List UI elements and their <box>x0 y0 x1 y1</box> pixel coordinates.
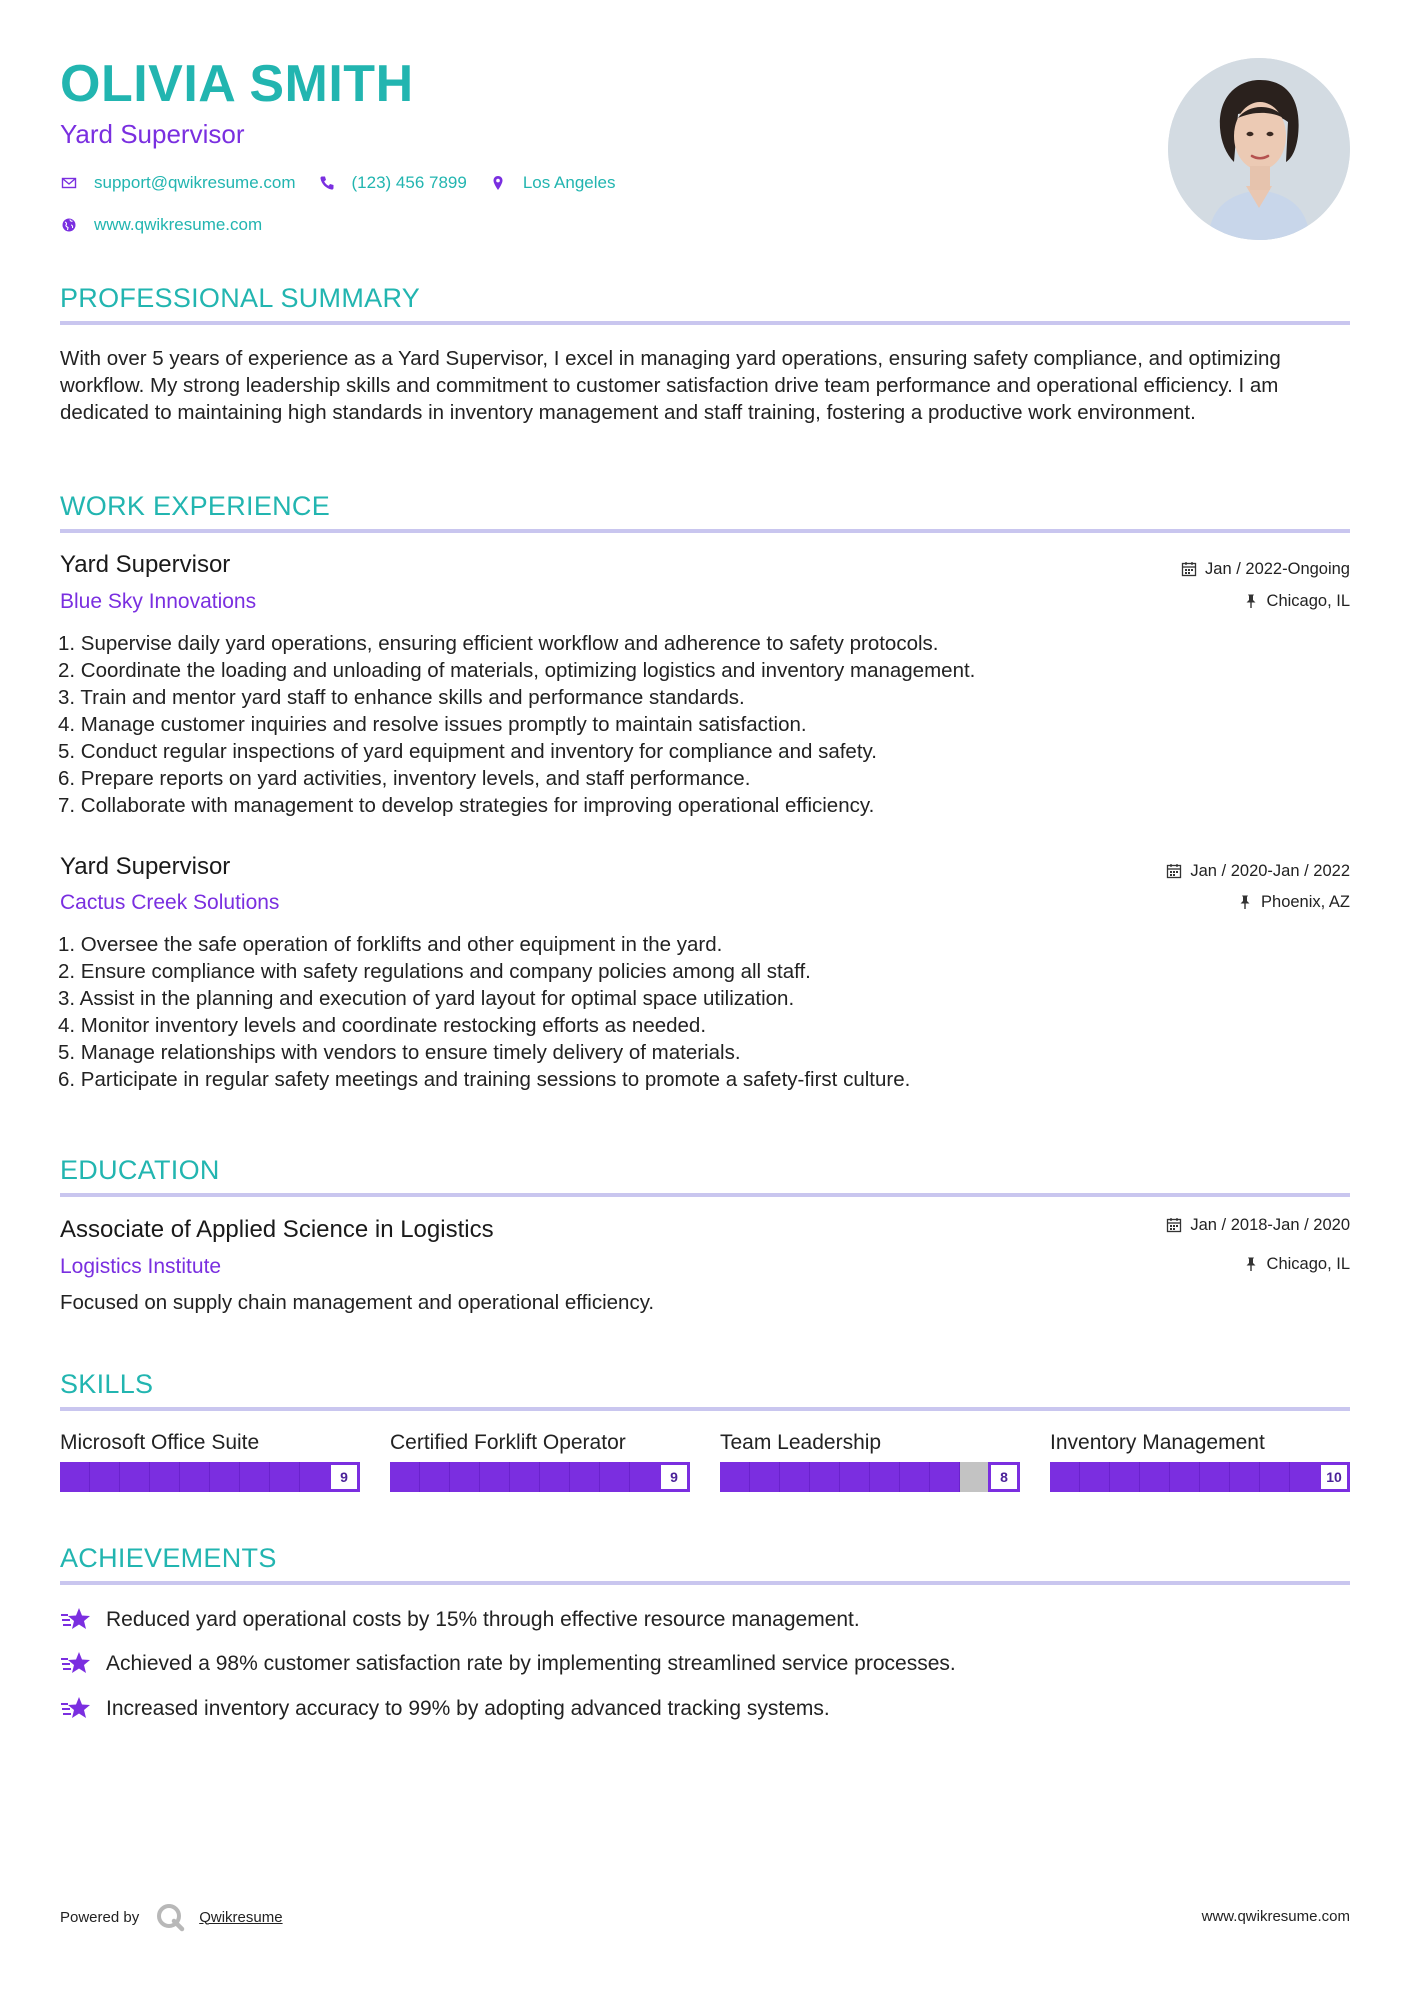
summary-text: With over 5 years of experience as a Yard Supervisor, I excel in managing yard operations, ensuring safety compliance, and optimizing workflow. My strong leadership skills and commitment to customer satisfaction drive team performance and operational efficiency. I am dedicated to maintaining high standards in inventory management and staff training, fostering a productive work environment. <box>60 347 1281 424</box>
skill-bar-segment-filled <box>150 1462 180 1492</box>
education-location-text: Chicago, IL <box>1266 1255 1350 1273</box>
skill-name: Certified Forklift Operator <box>390 1431 626 1454</box>
skill-bar-segment-filled <box>810 1462 840 1492</box>
website-text: www.qwikresume.com <box>94 215 263 234</box>
location-text: Los Angeles <box>522 173 616 192</box>
skill-bar-segment-filled <box>90 1462 120 1492</box>
job-location <box>1237 894 1350 911</box>
skill-bar-segment-filled <box>900 1462 930 1492</box>
skill-item <box>60 1432 360 1492</box>
job-title: Yard Supervisor <box>60 551 231 578</box>
skill-bar-segment-filled <box>120 1462 150 1492</box>
list-item: 1. Oversee the safe operation of forklifts and other equipment in the yard. <box>58 933 723 956</box>
skill-item <box>390 1432 690 1492</box>
skill-bar-segment-filled <box>750 1462 780 1492</box>
skill-bar-segment-filled <box>1140 1462 1170 1492</box>
shooting-star-icon <box>60 1694 92 1722</box>
job-company: Blue Sky Innovations <box>60 590 257 613</box>
education-school: Logistics Institute <box>60 1255 222 1278</box>
education-location <box>1243 1256 1350 1273</box>
contact-email[interactable] <box>60 173 296 193</box>
job-bullet-list <box>58 931 1308 1093</box>
job-location-text: Phoenix, AZ <box>1261 893 1350 911</box>
skill-bar-segment-filled <box>570 1462 600 1492</box>
skill-bar-segment-filled <box>1110 1462 1140 1492</box>
skill-level-value: 9 <box>658 1462 690 1492</box>
achievement-text: Reduced yard operational costs by 15% through effective resource management. <box>106 1607 860 1631</box>
phone-text: (123) 456 7899 <box>351 173 467 192</box>
list-item: 7. Collaborate with management to develop strategies for improving operational efficiency. <box>58 794 875 817</box>
section-divider <box>60 529 1350 533</box>
achievement-item <box>60 1694 830 1722</box>
section-divider <box>60 1407 1350 1411</box>
skill-bar-segment-filled <box>840 1462 870 1492</box>
skill-bar-segment-filled <box>510 1462 540 1492</box>
skill-bar-segment-filled <box>270 1462 300 1492</box>
skill-level-value: 9 <box>328 1462 360 1492</box>
skill-bar-segment-filled <box>870 1462 900 1492</box>
section-title-summary: PROFESSIONAL SUMMARY <box>60 283 421 313</box>
contact-row-secondary <box>60 215 284 235</box>
profile-photo <box>1168 58 1350 240</box>
email-text: support@qwikresume.com <box>94 173 296 192</box>
section-title-achievements: ACHIEVEMENTS <box>60 1543 277 1573</box>
achievement-item <box>60 1605 860 1633</box>
skill-level-bar <box>1050 1462 1350 1492</box>
skill-bar-segment-filled <box>240 1462 270 1492</box>
skill-bar-segment-filled <box>1230 1462 1260 1492</box>
shooting-star-icon <box>60 1649 92 1677</box>
skill-bar-segment-filled <box>1080 1462 1110 1492</box>
achievement-text: Achieved a 98% customer satisfaction rate by implementing streamlined service processes. <box>106 1651 956 1675</box>
list-item: 3. Assist in the planning and execution of yard layout for optimal space utilization. <box>58 987 795 1010</box>
education-dates <box>1166 1217 1350 1234</box>
section-divider <box>60 321 1350 325</box>
job-company: Cactus Creek Solutions <box>60 891 280 914</box>
skill-name: Team Leadership <box>720 1431 882 1454</box>
calendar-icon <box>1181 561 1197 577</box>
skill-bar-segment-filled <box>1260 1462 1290 1492</box>
list-item: 5. Manage relationships with vendors to ensure timely delivery of materials. <box>58 1041 741 1064</box>
job-dates-text: Jan / 2020-Jan / 2022 <box>1190 862 1350 880</box>
list-item: 3. Train and mentor yard staff to enhance skills and performance standards. <box>58 686 745 709</box>
skill-bar-segment-filled <box>420 1462 450 1492</box>
pushpin-icon <box>1243 593 1259 609</box>
powered-by-label: Powered by <box>60 1908 140 1926</box>
job-title: Yard Supervisor <box>60 853 231 880</box>
skill-item <box>720 1432 1020 1492</box>
phone-icon <box>318 174 336 192</box>
skill-bar-segment-filled <box>300 1462 330 1492</box>
job-dates-text: Jan / 2022-Ongoing <box>1205 560 1350 578</box>
pushpin-icon <box>1237 894 1253 910</box>
skill-bar-segment-empty <box>960 1462 990 1492</box>
skill-bar-segment-filled <box>1170 1462 1200 1492</box>
skill-bar-segment-filled <box>540 1462 570 1492</box>
footer-website[interactable]: www.qwikresume.com <box>1201 1908 1350 1925</box>
achievement-text: Increased inventory accuracy to 99% by adopting advanced tracking systems. <box>106 1696 830 1720</box>
skill-bar-segment-filled <box>1290 1462 1320 1492</box>
map-pin-icon <box>489 174 507 192</box>
section-title-skills: SKILLS <box>60 1369 154 1399</box>
section-divider <box>60 1193 1350 1197</box>
skill-level-value: 8 <box>988 1462 1020 1492</box>
skill-bar-segment-filled <box>1050 1462 1080 1492</box>
skill-level-bar <box>720 1462 1020 1492</box>
section-divider <box>60 1581 1350 1585</box>
skill-name: Microsoft Office Suite <box>60 1431 260 1454</box>
calendar-icon <box>1166 1217 1182 1233</box>
candidate-name: OLIVIA SMITH <box>60 55 414 113</box>
achievement-item <box>60 1649 956 1677</box>
list-item: 4. Manage customer inquiries and resolve issues promptly to maintain satisfaction. <box>58 713 807 736</box>
envelope-icon <box>60 174 78 192</box>
skill-bar-segment-filled <box>780 1462 810 1492</box>
skill-bar-segment-filled <box>180 1462 210 1492</box>
skill-bar-segment-filled <box>720 1462 750 1492</box>
list-item: 6. Prepare reports on yard activities, inventory levels, and staff performance. <box>58 767 751 790</box>
education-description: Focused on supply chain management and operational efficiency. <box>60 1291 655 1314</box>
skill-bar-segment-filled <box>480 1462 510 1492</box>
skill-bar-segment-filled <box>210 1462 240 1492</box>
section-title-education: EDUCATION <box>60 1155 220 1185</box>
calendar-icon <box>1166 863 1182 879</box>
skill-bar-segment-filled <box>390 1462 420 1492</box>
contact-phone[interactable] <box>318 173 467 193</box>
globe-icon <box>60 216 78 234</box>
skill-level-bar <box>60 1462 360 1492</box>
qwikresume-link[interactable]: Qwikresume <box>199 1908 283 1926</box>
skill-bar-segment-filled <box>930 1462 960 1492</box>
skill-bar-segment-filled <box>450 1462 480 1492</box>
job-dates <box>1181 561 1350 578</box>
pushpin-icon <box>1243 1256 1259 1272</box>
section-title-experience: WORK EXPERIENCE <box>60 491 331 521</box>
contact-website[interactable] <box>60 215 262 235</box>
list-item: 4. Monitor inventory levels and coordinate restocking efforts as needed. <box>58 1014 707 1037</box>
skill-bar-segment-filled <box>630 1462 660 1492</box>
skill-bar-segment-filled <box>1200 1462 1230 1492</box>
footer-powered-by <box>60 1902 283 1932</box>
list-item: 2. Coordinate the loading and unloading of materials, optimizing logistics and inventory management. <box>58 659 976 682</box>
job-location <box>1243 593 1350 610</box>
skill-bar-segment-filled <box>60 1462 90 1492</box>
education-dates-text: Jan / 2018-Jan / 2020 <box>1190 1216 1350 1234</box>
skill-name: Inventory Management <box>1050 1431 1265 1454</box>
contact-location <box>489 173 616 193</box>
candidate-role: Yard Supervisor <box>60 119 245 149</box>
education-degree: Associate of Applied Science in Logistics <box>60 1216 494 1243</box>
skill-level-value: 10 <box>1318 1462 1350 1492</box>
skill-bar-segment-filled <box>600 1462 630 1492</box>
job-bullet-list <box>58 630 1308 819</box>
contact-row-primary <box>60 173 637 193</box>
shooting-star-icon <box>60 1605 92 1633</box>
list-item: 2. Ensure compliance with safety regulations and company policies among all staff. <box>58 960 811 983</box>
skill-item <box>1050 1432 1350 1492</box>
list-item: 1. Supervise daily yard operations, ensuring efficient workflow and adherence to safety protocols. <box>58 632 939 655</box>
list-item: 6. Participate in regular safety meetings and training sessions to promote a safety-first culture. <box>58 1068 911 1091</box>
qwikresume-logo-icon <box>155 1902 185 1932</box>
list-item: 5. Conduct regular inspections of yard equipment and inventory for compliance and safety. <box>58 740 877 763</box>
skill-level-bar <box>390 1462 690 1492</box>
job-location-text: Chicago, IL <box>1266 592 1350 610</box>
job-dates <box>1166 863 1350 880</box>
